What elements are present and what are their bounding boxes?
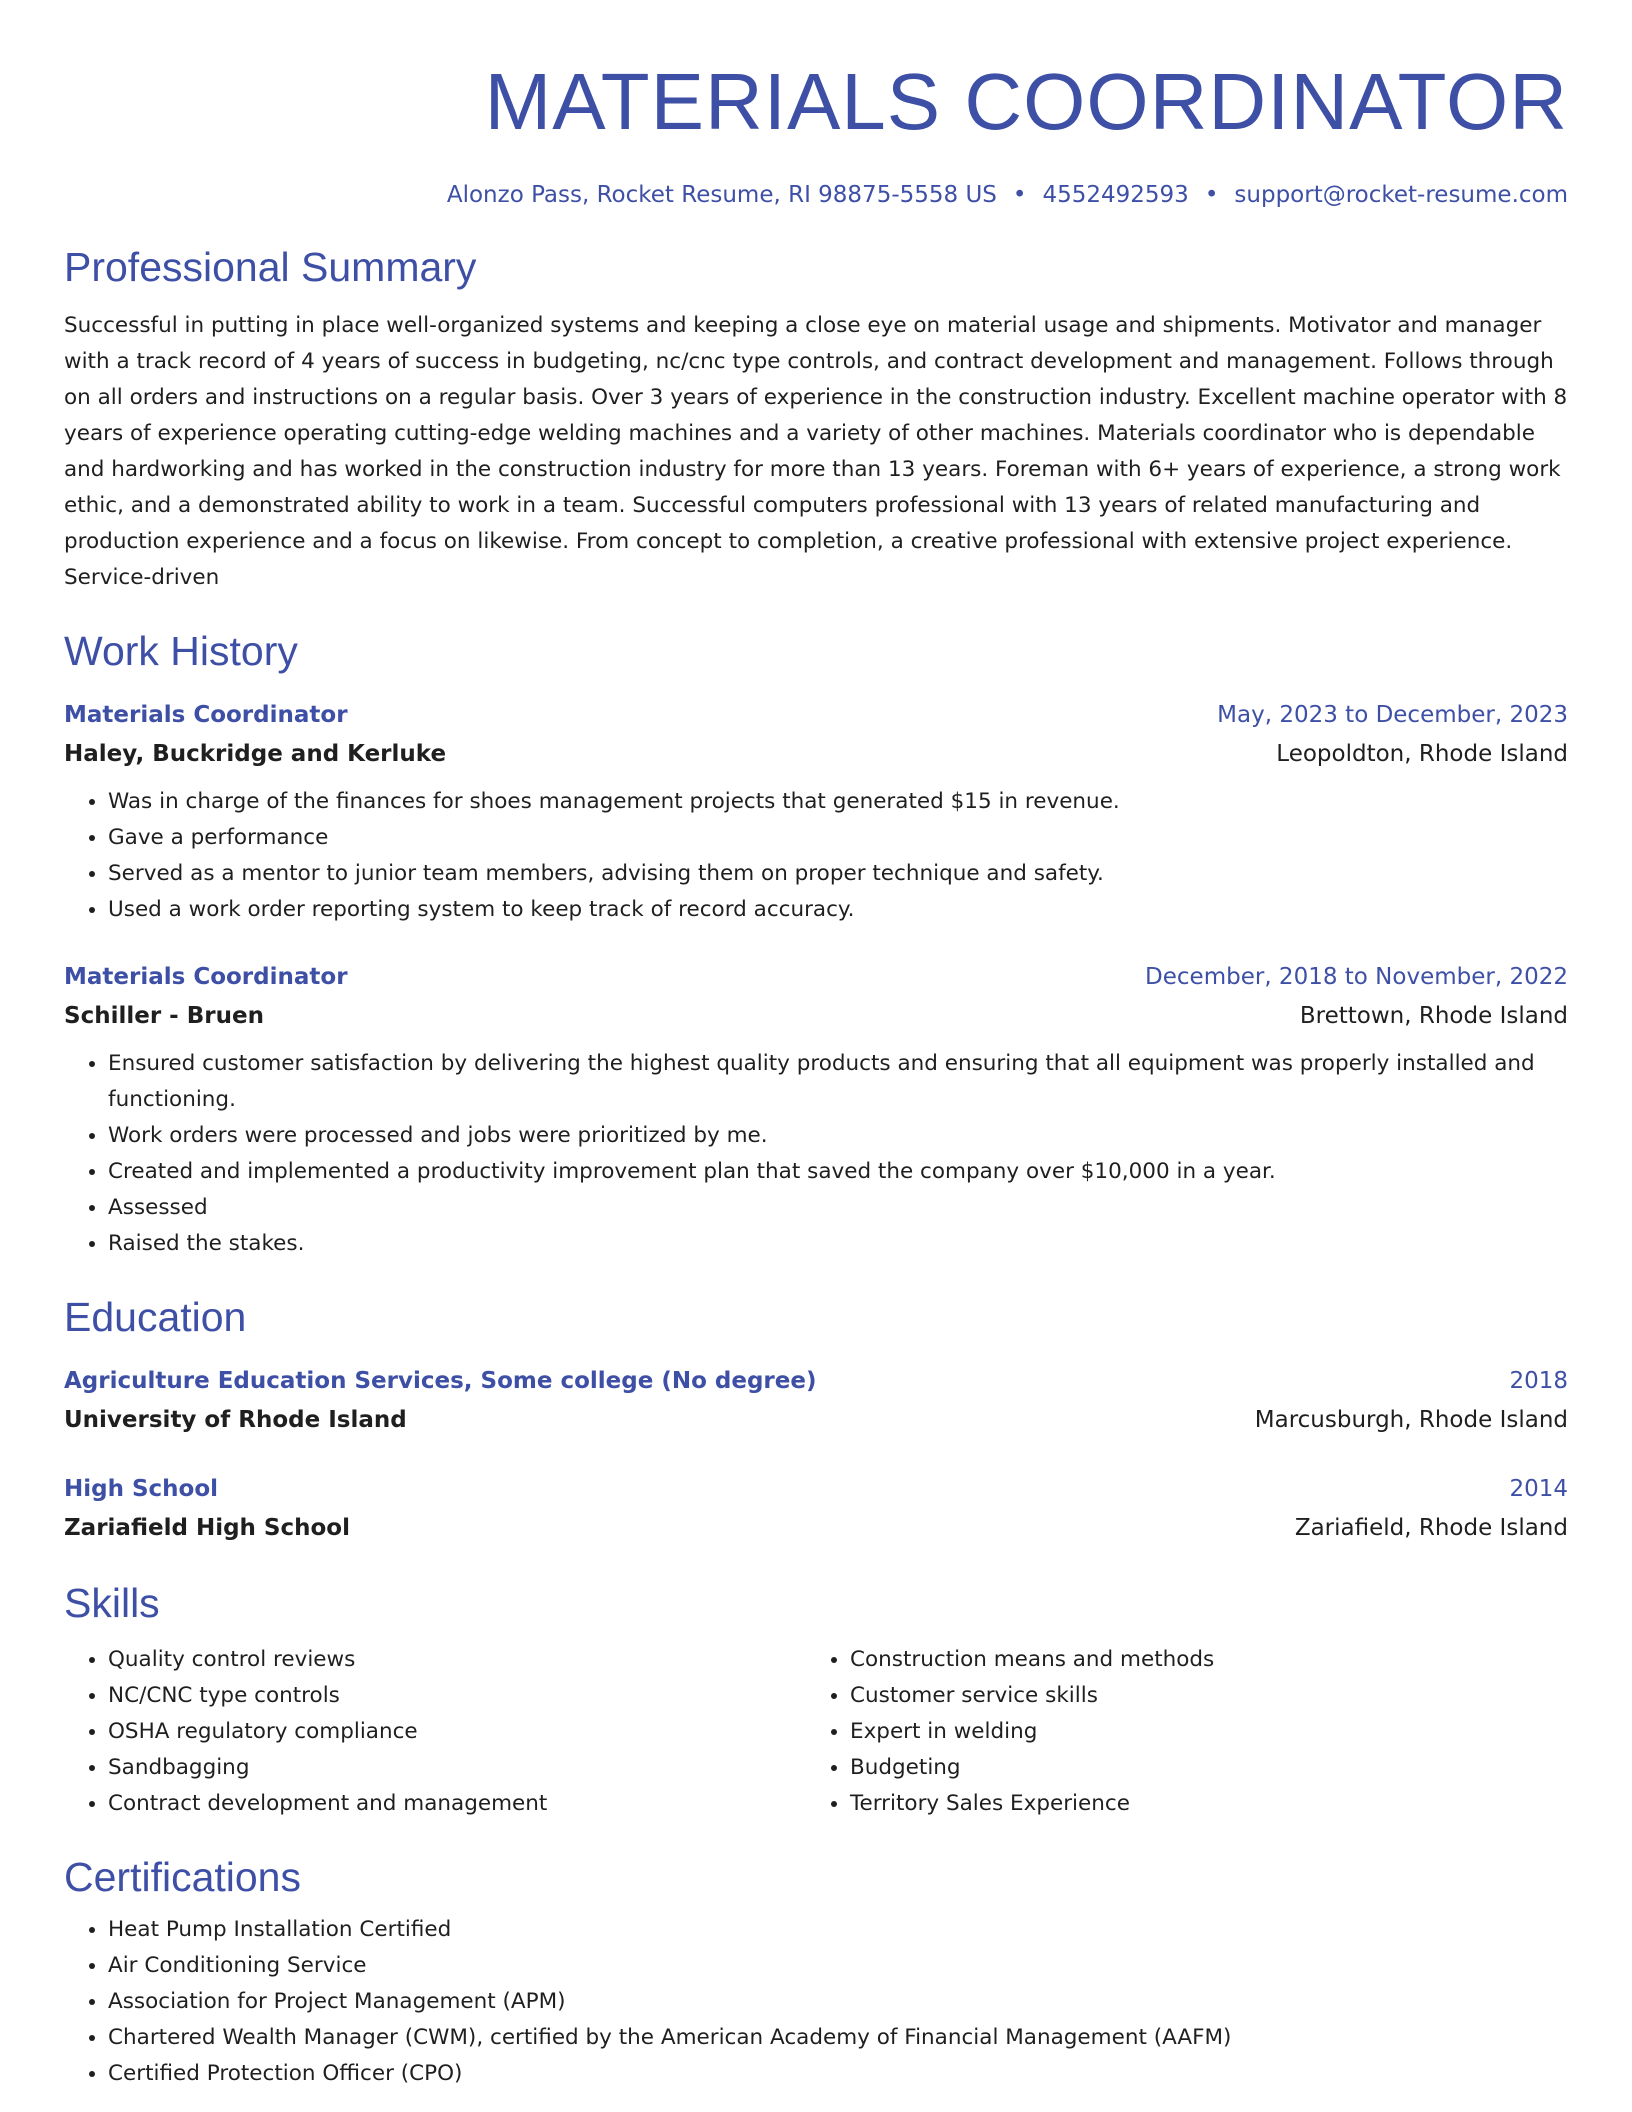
list-item: • Was in charge of the finances for shoes management projects that generated $15 in revenue. <box>108 784 1568 820</box>
education-entry <box>64 1470 1568 1548</box>
list-item: • Expert in welding <box>850 1714 1548 1750</box>
list-item: • Created and implemented a productivity improvement plan that saved the company over $10,000 in a year. <box>108 1154 1568 1190</box>
job-company: Haley, Buckridge and Kerluke <box>64 741 447 767</box>
list-item: • Raised the stakes. <box>108 1226 1568 1262</box>
contact-email[interactable]: support@rocket-resume.com <box>1234 182 1568 208</box>
list-item: • Certified Protection Officer (CPO) <box>108 2056 1568 2092</box>
job-company: Schiller - Bruen <box>64 1003 264 1029</box>
education-year: 2014 <box>1509 1476 1568 1502</box>
list-item: • Served as a mentor to junior team members, advising them on proper technique and safety. <box>108 856 1568 892</box>
job-bullets <box>64 1046 1568 1262</box>
job-role: Materials Coordinator <box>64 702 348 728</box>
education-school: University of Rhode Island <box>64 1407 407 1433</box>
list-item: • Air Conditioning Service <box>108 1948 1568 1984</box>
job-entry <box>64 696 1568 928</box>
contact-line <box>64 180 1568 210</box>
job-dates: December, 2018 to November, 2022 <box>1145 964 1568 990</box>
list-item: • Contract development and management <box>108 1786 806 1822</box>
list-item: • Customer service skills <box>850 1678 1548 1714</box>
section-title-education: Education <box>64 1294 247 1340</box>
contact-separator: • <box>1204 182 1219 208</box>
education-school: Zariafield High School <box>64 1515 350 1541</box>
list-item: • Heat Pump Installation Certified <box>108 1912 1568 1948</box>
job-location: Brettown, Rhode Island <box>1299 1003 1568 1029</box>
job-location: Leopoldton, Rhode Island <box>1276 741 1568 767</box>
list-item: • Territory Sales Experience <box>850 1786 1548 1822</box>
list-item: • Sandbagging <box>108 1750 806 1786</box>
job-dates: May, 2023 to December, 2023 <box>1217 702 1568 728</box>
skills-list-left <box>64 1642 806 1822</box>
section-title-skills: Skills <box>64 1580 160 1626</box>
contact-phone[interactable]: 4552492593 <box>1042 182 1189 208</box>
skills-columns <box>64 1642 1568 1822</box>
education-year: 2018 <box>1509 1368 1568 1394</box>
list-item: • Used a work order reporting system to keep track of record accuracy. <box>108 892 1568 928</box>
list-item: • Assessed <box>108 1190 1568 1226</box>
list-item: • OSHA regulatory compliance <box>108 1714 806 1750</box>
job-role: Materials Coordinator <box>64 964 348 990</box>
education-degree: High School <box>64 1476 219 1502</box>
education-location: Zariafield, Rhode Island <box>1294 1515 1568 1541</box>
section-title-summary: Professional Summary <box>64 244 477 290</box>
list-item: • Gave a performance <box>108 820 1568 856</box>
contact-address: Alonzo Pass, Rocket Resume, RI 98875-5558 US <box>446 182 997 208</box>
list-item: • Quality control reviews <box>108 1642 806 1678</box>
skills-list-right <box>806 1642 1548 1822</box>
list-item: • Work orders were processed and jobs were prioritized by me. <box>108 1118 1568 1154</box>
section-title-work-history: Work History <box>64 628 298 674</box>
job-entry <box>64 958 1568 1262</box>
list-item: • Ensured customer satisfaction by delivering the highest quality products and ensuring that all equipment was properly installed and functioning. <box>108 1046 1568 1118</box>
list-item: • Chartered Wealth Manager (CWM), certified by the American Academy of Financial Management (AAFM) <box>108 2020 1568 2056</box>
job-bullets <box>64 784 1568 928</box>
summary-text: Successful in putting in place well-organized systems and keeping a close eye on material usage and shipments. Motivator and manager with a track record of 4 years of success in budgeting, nc/cnc type controls, and contract development and management. Follows through on all orders and instructions on a regular basis. Over 3 years of experience in the construction industry. Excellent machine operator with 8 years of experience operating cutting-edge welding machines and a variety of other machines. Materials coordinator who is dependable and hardworking and has worked in the construction industry for more than 13 years. Foreman with 6+ years of experience, a strong work ethic, and a demonstrated ability to work in a team. Successful computers professional with 13 years of related manufacturing and production experience and a focus on likewise. From concept to completion, a creative professional with extensive project experience. Service-driven <box>64 313 1568 590</box>
resume-title: MATERIALS COORDINATOR <box>484 57 1568 146</box>
contact-separator: • <box>1012 182 1027 208</box>
section-title-certifications: Certifications <box>64 1854 301 1900</box>
certifications-list <box>64 1912 1568 2092</box>
education-degree: Agriculture Education Services, Some college (No degree) <box>64 1368 817 1394</box>
education-entry <box>64 1362 1568 1440</box>
education-location: Marcusburgh, Rhode Island <box>1254 1407 1568 1433</box>
list-item: • Construction means and methods <box>850 1642 1548 1678</box>
list-item: • Association for Project Management (APM) <box>108 1984 1568 2020</box>
list-item: • NC/CNC type controls <box>108 1678 806 1714</box>
list-item: • Budgeting <box>850 1750 1548 1786</box>
